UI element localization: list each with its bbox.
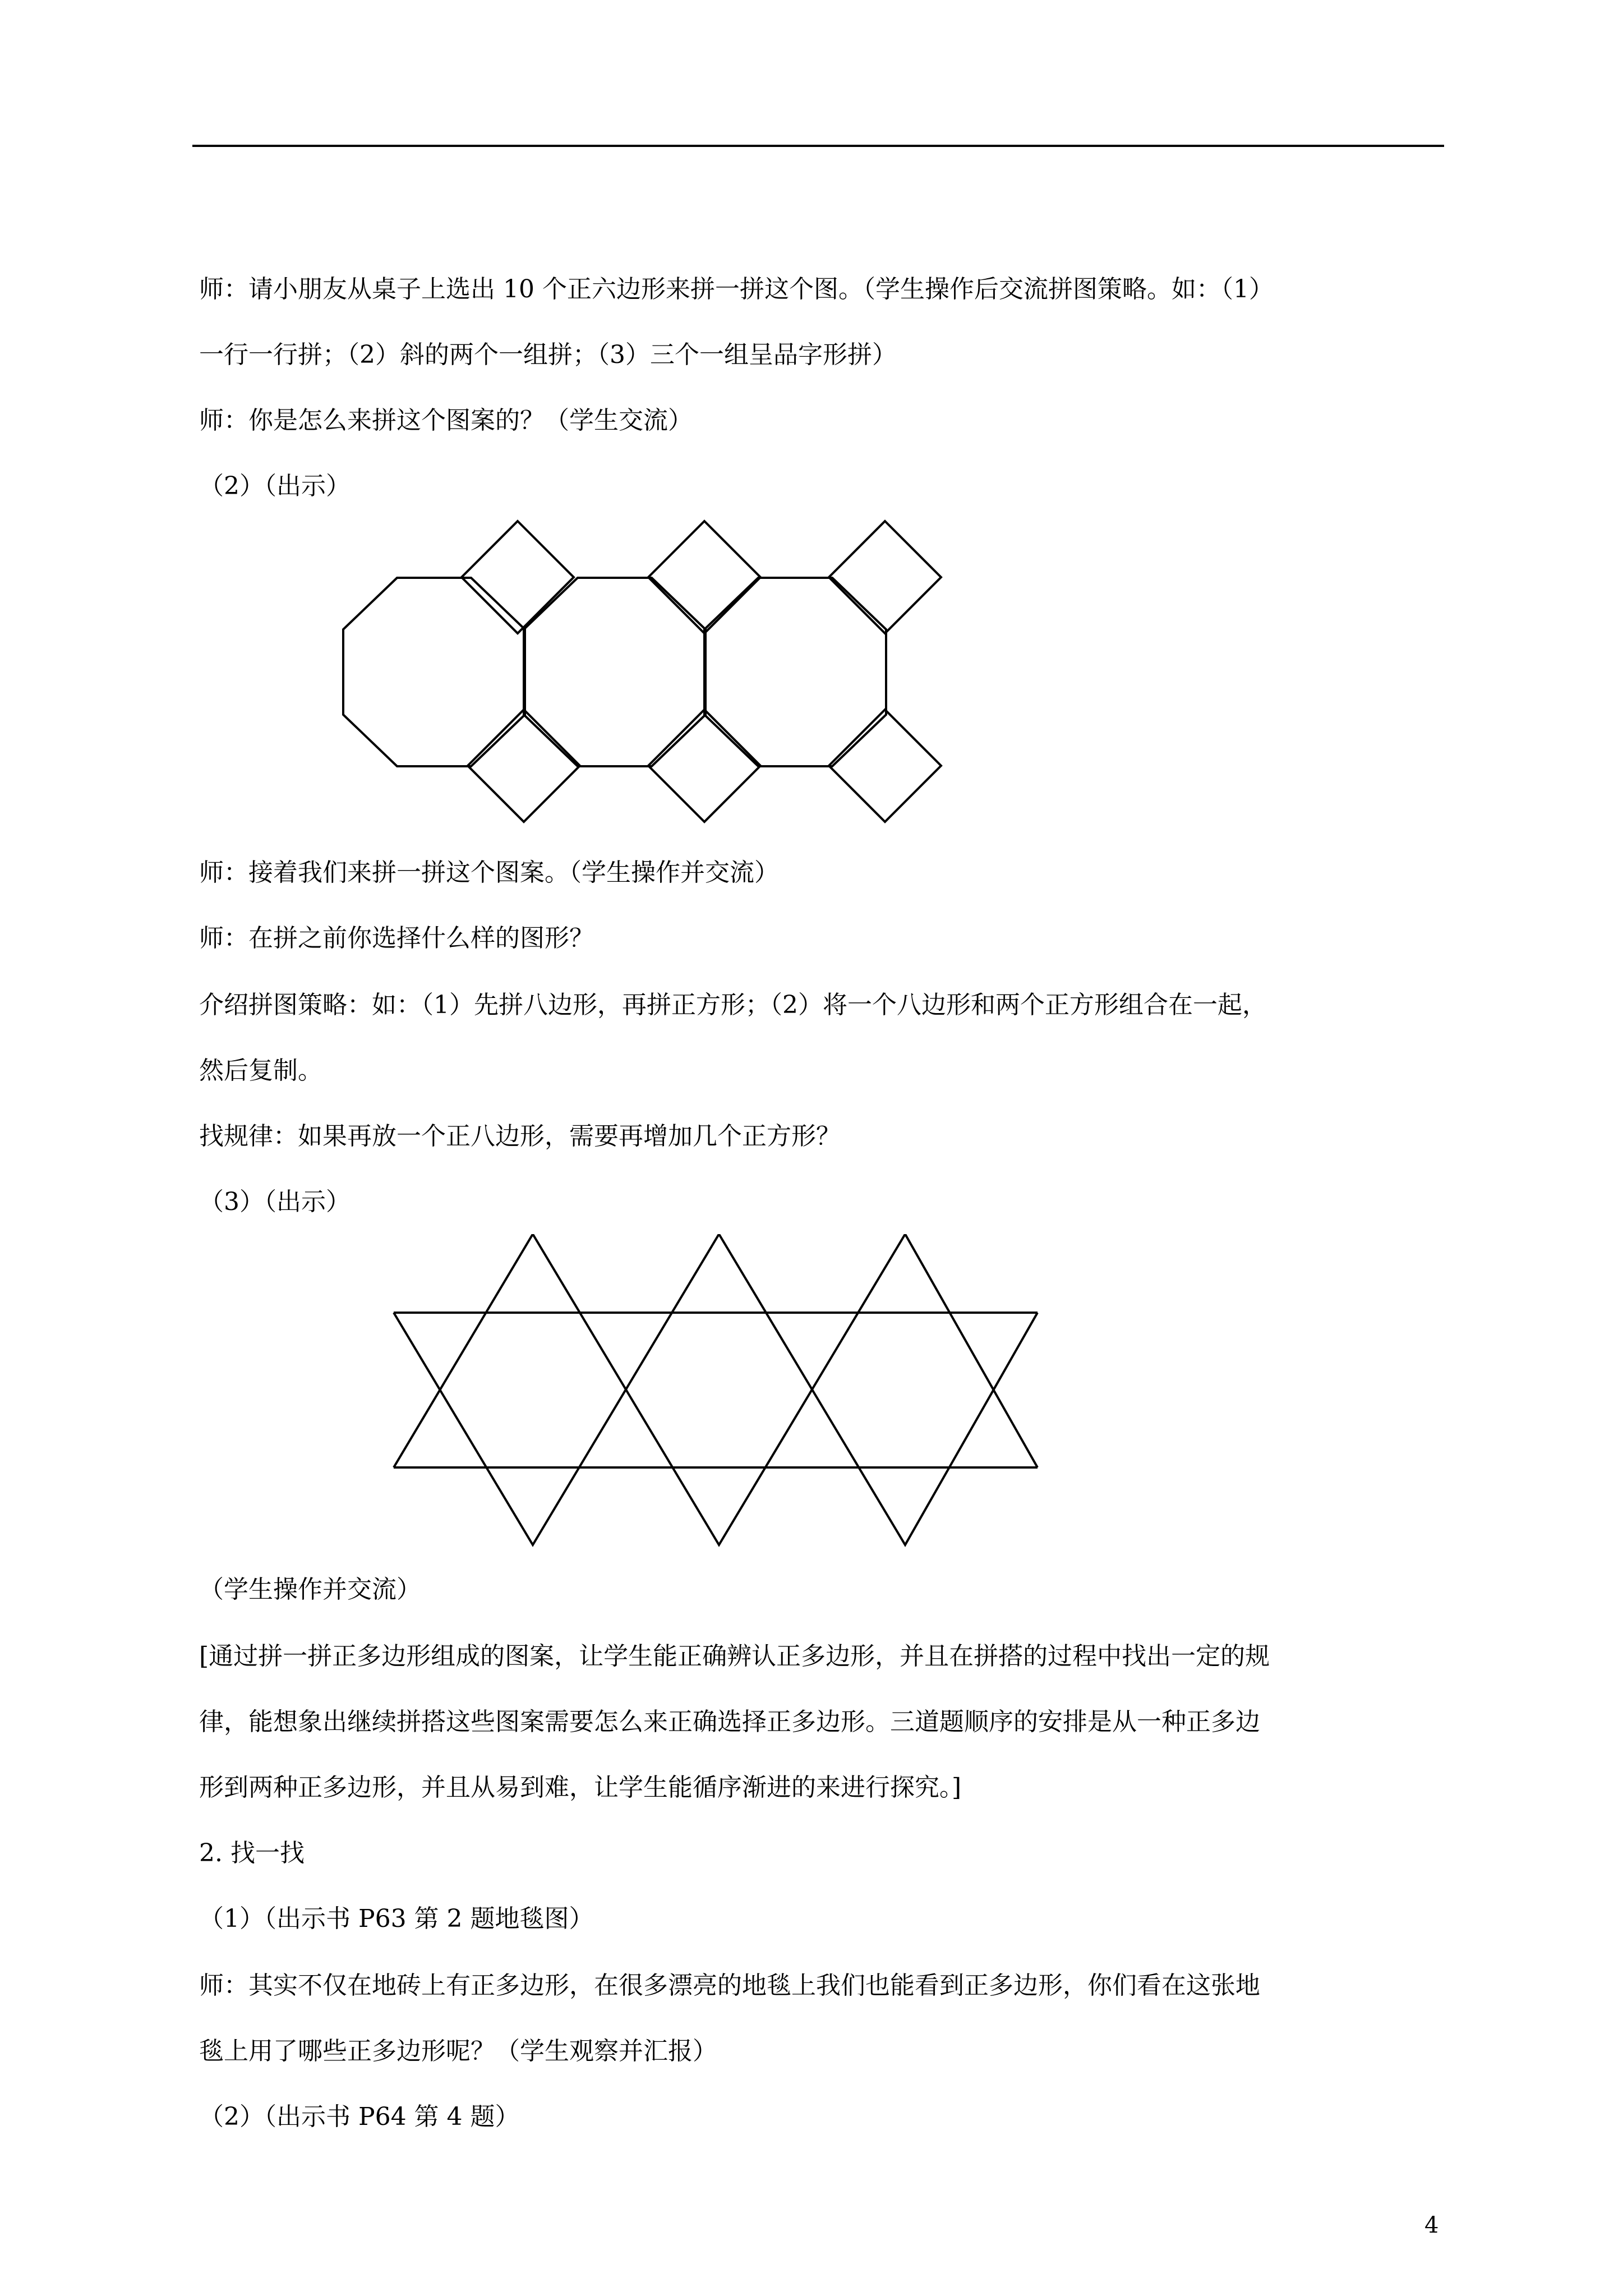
square [829,710,941,822]
text-line: 师：请小朋友从桌子上选出 10 个正六边形来拼一拼这个图。（学生操作后交流拼图策略。如：（1） [199,275,1274,303]
text-line: （1）（出示书 P63 第 2 题地毯图） [199,1904,594,1933]
text-line: 师：接着我们来拼一拼这个图案。（学生操作并交流） [199,858,779,887]
square [468,710,580,822]
square [462,521,574,633]
text-line: 然后复制。 [199,1056,322,1085]
triangle-star-figure [0,1234,1623,1571]
octagon-square-figure [0,0,1623,841]
text-line: （3）（出示） [199,1188,351,1216]
text-line: 师：在拼之前你选择什么样的图形？ [199,924,594,953]
text-line: 找规律：如果再放一个正八边形，需要再增加几个正方形？ [199,1122,841,1151]
text-line: [通过拼一拼正多边形组成的图案，让学生能正确辨认正多边形，并且在拼搭的过程中找出一定的规 [199,1642,1270,1671]
text-line: 师：你是怎么来拼这个图案的？（学生交流） [199,406,693,435]
upper-zigzag [394,1234,1038,1545]
lower-zigzag [533,1234,1038,1545]
text-line: 2. 找一找 [199,1839,305,1867]
text-line: 形到两种正多边形，并且从易到难，让学生能循序渐进的来进行探究。] [199,1773,962,1802]
octagon [343,578,525,766]
square [829,521,941,633]
text-line: 一行一行拼；（2）斜的两个一组拼；（3）三个一组呈品字形拼） [199,341,897,369]
text-line: 介绍拼图策略：如：（1）先拼八边形，再拼正方形；（2）将一个八边形和两个正方形组合在一起， [199,991,1267,1019]
square [648,521,760,633]
square [648,710,760,822]
text-line: （学生操作并交流） [199,1575,421,1604]
text-line: 律，能想象出继续拼搭这些图案需要怎么来正确选择正多边形。三道题顺序的安排是从一种正多边 [199,1708,1260,1736]
text-line: （2）（出示书 P64 第 4 题） [199,2102,520,2131]
page-number: 4 [1424,2212,1439,2238]
text-line: 毯上用了哪些正多边形呢？（学生观察并汇报） [199,2037,717,2065]
upper-zigzag-left [394,1234,533,1467]
text-line: （2）（出示） [199,472,351,500]
text-line: 师：其实不仅在地砖上有正多边形，在很多漂亮的地毯上我们也能看到正多边形，你们看在这张地 [199,1971,1260,2000]
